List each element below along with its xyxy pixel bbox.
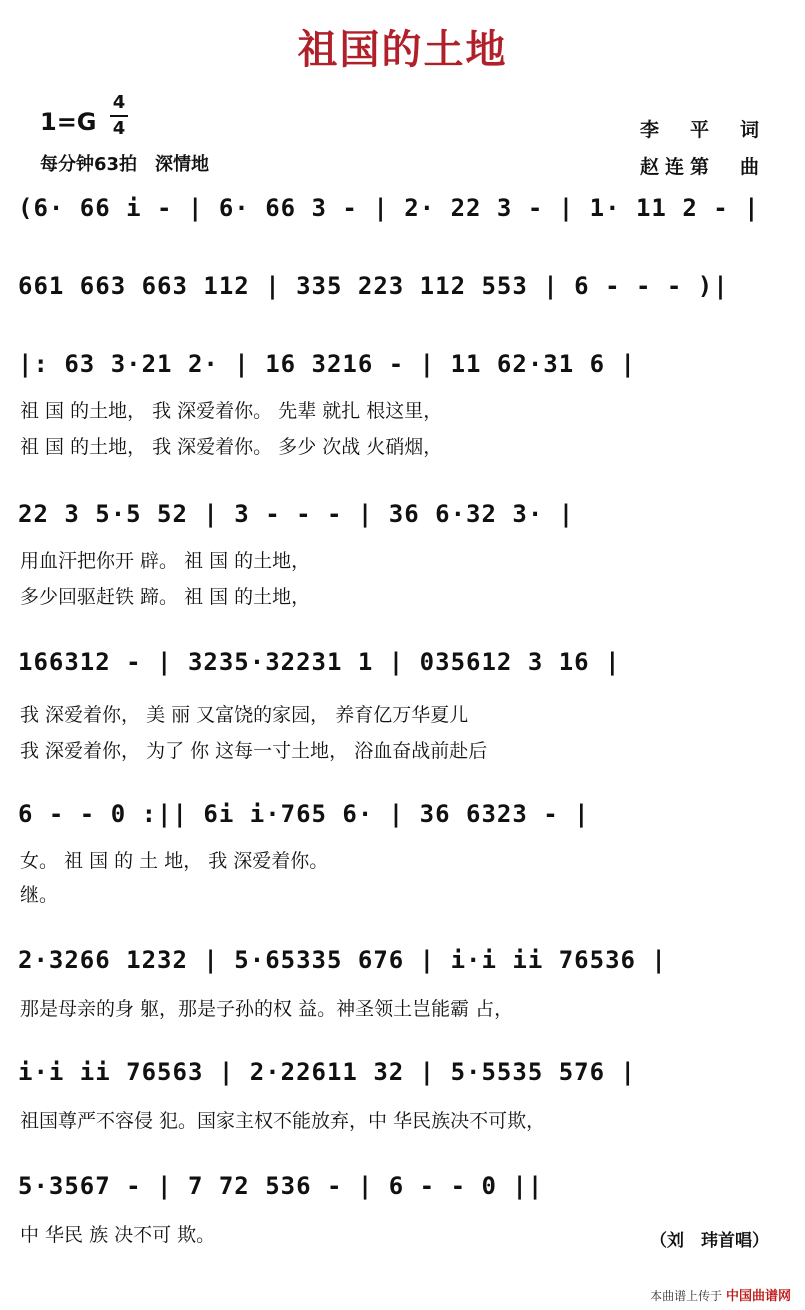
lyrics-verse-1: 祖国尊严不容侵 犯。国家主权不能放弃，中 华民族决不可欺， bbox=[20, 1110, 546, 1132]
lyrics-verse-1: 那是母亲的身 躯，那是子孙的权 益。神圣领土岂能霸 占， bbox=[20, 998, 514, 1020]
lyrics-verse-2: 继。 bbox=[20, 884, 59, 906]
notation-line: |: 63 3·21 2· | 16 3216 - | 11 62·31 6 | bbox=[18, 350, 636, 378]
lyricist-credit: 李 平 词 bbox=[639, 119, 765, 141]
lyrics-verse-1: 女。 祖 国 的 土 地， 我 深爱着你。 bbox=[20, 850, 329, 872]
notation-line: 166312 - | 3235·32231 1 | 035612 3 16 | bbox=[18, 648, 621, 676]
notation-line: 5·3567 - | 7 72 536 - | 6 - - 0 || bbox=[18, 1172, 544, 1200]
source-footer bbox=[650, 1285, 791, 1304]
notation-line: 22 3 5·5 52 | 3 - - - | 36 6·32 3· | bbox=[18, 500, 575, 528]
key-signature: 1=G bbox=[40, 108, 97, 136]
lyrics-verse-1: 我 深爱着你， 美 丽 又富饶的家园， 养育亿万华夏儿 bbox=[20, 704, 469, 726]
lyrics-verse-2: 多少回驱赶铁 蹄。 祖 国 的土地， bbox=[20, 586, 311, 608]
lyrics-verse-1: 祖 国 的土地， 我 深爱着你。 先辈 就扎 根这里， bbox=[20, 400, 443, 422]
lyrics-verse-1: 用血汗把你开 辟。 祖 国 的土地， bbox=[20, 550, 311, 572]
time-signature-top: 4 bbox=[112, 92, 126, 113]
song-title: 祖国的土地 bbox=[297, 27, 508, 73]
notation-line: (6· 66 i - | 6· 66 3 - | 2· 22 3 - | 1· 11 2 - | bbox=[18, 194, 760, 222]
singer-credit: （刘 玮首唱） bbox=[650, 1231, 769, 1251]
lyrics-verse-2: 祖 国 的土地， 我 深爱着你。 多少 次战 火硝烟， bbox=[20, 436, 443, 458]
time-signature-bottom: 4 bbox=[112, 118, 126, 139]
notation-line: i·i ii 76563 | 2·22611 32 | 5·5535 576 | bbox=[18, 1058, 636, 1086]
time-signature bbox=[108, 92, 130, 140]
site-logo-text[interactable]: 中国曲谱网 bbox=[725, 1289, 791, 1304]
time-signature-divider bbox=[110, 115, 128, 117]
lyrics-verse-1: 中 华民 族 决不可 欺。 bbox=[20, 1224, 216, 1246]
notation-line: 661 663 663 112 | 335 223 112 553 | 6 - - - )| bbox=[18, 272, 729, 300]
notation-line: 6 - - 0 :|| 6i i·765 6· | 36 6323 - | bbox=[18, 800, 590, 828]
composer-credit: 赵连第 曲 bbox=[639, 156, 765, 178]
notation-line: 2·3266 1232 | 5·65335 676 | i·i ii 76536 | bbox=[18, 946, 667, 974]
footer-prefix: 本曲谱上传于 bbox=[650, 1289, 723, 1303]
lyrics-verse-2: 我 深爱着你， 为了 你 这每一寸土地， 浴血奋战前赴后 bbox=[20, 740, 488, 762]
tempo-marking: 每分钟63拍 深情地 bbox=[40, 154, 210, 175]
